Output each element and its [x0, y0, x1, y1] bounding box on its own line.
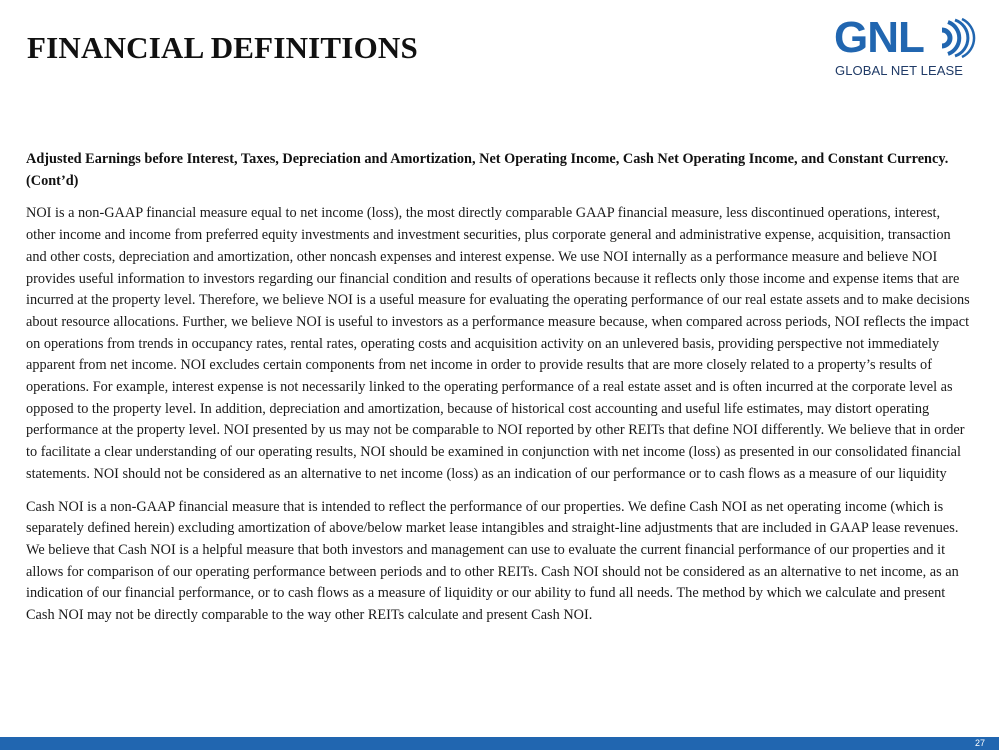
page-title: FINANCIAL DEFINITIONS [27, 30, 418, 65]
paragraph-noi: NOI is a non-GAAP financial measure equal to net income (loss), the most directly comparable GAAP financial measure, less discontinued operations, interest, other income and income from preferred equity investments and investment securities, plus corporate general and administrative expense, acquisition, transaction and other costs, depreciation and amortization, other noncash expenses and interest expense. We use NOI internally as a performance measure and believe NOI provides useful information to investors regarding our financial condition and results of operations because it reflects only those income and expense items that are incurred at the property level. Therefore, we believe NOI is a useful measure for evaluating the operating performance of our real estate assets and to make decisions about resource allocations. Further, we believe NOI is useful to investors as a performance measure because, when compared across periods, NOI reflects the impact on operations from trends in occupancy rates, rental rates, operating costs and acquisition activity on an unlevered basis, providing perspective not immediately apparent from net income. NOI excludes certain components from net income in order to provide results that are more closely related to a property’s results of operations. For example, interest expense is not necessarily linked to the operating performance of a real estate asset and is often incurred at the corporate level as opposed to the property level. In addition, depreciation and amortization, because of historical cost accounting and useful life estimates, may distort operating performance at the property level. NOI presented by us may not be comparable to NOI reported by other REITs that define NOI differently. We believe that in order to facilitate a clear understanding of our operating results, NOI should be examined in conjunction with net income (loss) as presented in our consolidated financial statements. NOI should not be considered as an alternative to net income (loss) as an indication of our performance or to cash flows as a measure of our liquidity [26, 205, 970, 482]
footer-bar [0, 737, 999, 750]
page-number: 27 [974, 738, 985, 748]
logo-company-name: GLOBAL NET LEASE [835, 63, 964, 78]
document-body [26, 149, 972, 638]
company-logo [834, 14, 979, 84]
section-heading: Adjusted Earnings before Interest, Taxes, Depreciation and Amortization, Net Operating Income, Cash Net Operating Income, and Constant Currency. (Cont’d) [26, 151, 949, 189]
paragraph-cash-noi: Cash NOI is a non-GAAP financial measure that is intended to reflect the performance of our properties. We define Cash NOI as net operating income (which is separately defined herein) excluding amortization of above/below market lease intangibles and straight-line adjustments that are included in GAAP lease revenues. We believe that Cash NOI is a helpful measure that both investors and management can use to evaluate the current financial performance of our properties and it allows for comparison of our operating performance between periods and to other REITs. Cash NOI should not be considered as an alternative to net income, as an indication of our financial performance, or to cash flows as a measure of liquidity or our ability to fund all needs. The method by which we calculate and present Cash NOI may not be directly comparable to the way other REITs calculate and present Cash NOI. [26, 498, 959, 624]
swoosh-icon [934, 16, 976, 60]
logo-mark: GNL [834, 13, 924, 62]
